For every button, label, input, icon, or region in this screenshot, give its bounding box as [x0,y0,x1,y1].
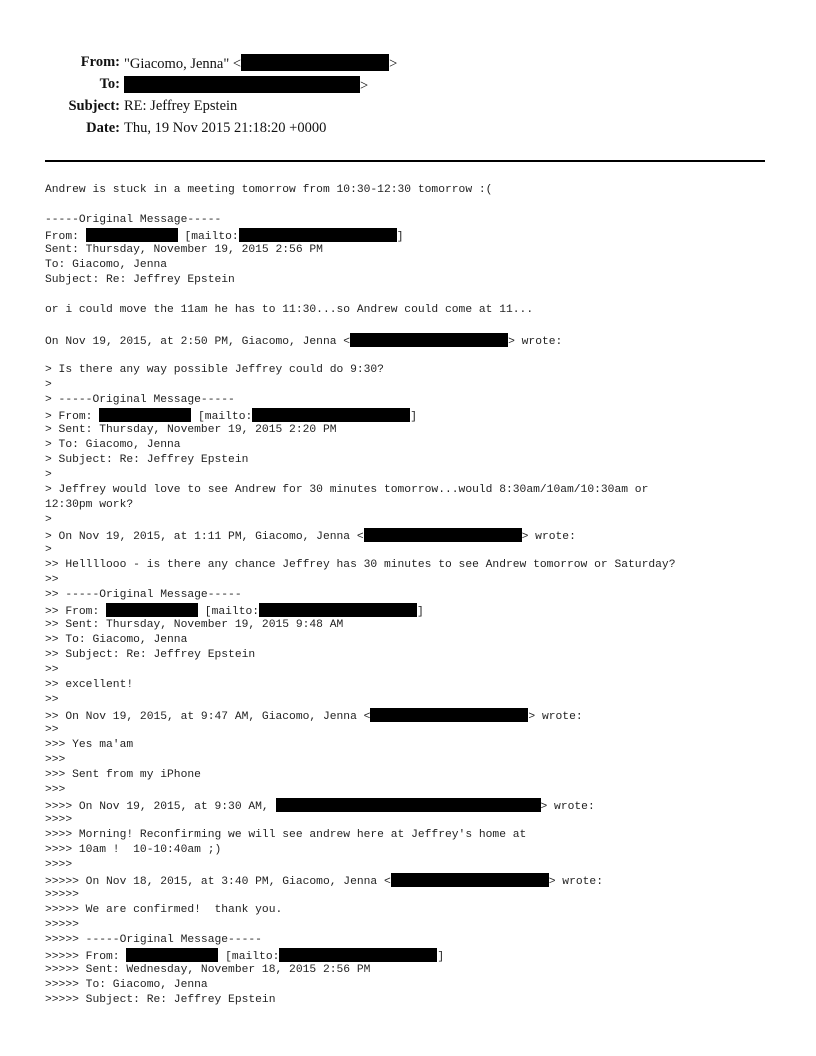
body-line [45,678,785,693]
body-text: > [45,514,52,526]
body-line [45,513,785,528]
email-body [45,183,785,1008]
body-line [45,993,785,1008]
body-line [45,723,785,738]
body-text: >>>>> On Nov 18, 2015, at 3:40 PM, Giacomo, Jenna < [45,876,391,888]
body-text: >>>>> [45,889,79,901]
body-text: >> On Nov 19, 2015, at 9:47 AM, Giacomo, Jenna < [45,711,371,723]
body-line [45,468,785,483]
body-line [45,588,785,603]
body-text: >> From: [45,606,107,618]
body-line [45,198,785,213]
from-name: "Giacomo, Jenna" < [124,56,242,72]
body-line [45,618,785,633]
body-line [45,753,785,768]
redaction-block [241,54,389,71]
body-line [45,303,785,318]
body-text: or i could move the 11am he has to 11:30...so Andrew could come at 11... [45,304,534,316]
body-line [45,483,785,498]
date-label: Date: [86,120,120,136]
body-line [45,498,785,513]
body-text: >>>> 10am ! 10-10:40am ;) [45,844,222,856]
body-line [45,963,785,978]
body-line [45,828,785,843]
body-line [45,183,785,198]
body-line [45,948,785,963]
redaction-block [106,603,198,617]
body-line [45,603,785,618]
body-text: >> [45,694,59,706]
body-text: >> -----Original Message----- [45,589,242,601]
body-text: > Subject: Re: Jeffrey Epstein [45,454,249,466]
redaction-block [279,948,437,962]
body-text: > To: Giacomo, Jenna [45,439,181,451]
body-line [45,318,785,333]
date-value: Thu, 19 Nov 2015 21:18:20 +0000 [124,120,327,136]
body-line [45,633,785,648]
body-line [45,423,785,438]
body-text: Andrew is stuck in a meeting tomorrow from 10:30-12:30 tomorrow :( [45,184,493,196]
body-text: >>> [45,754,66,766]
body-line [45,843,785,858]
body-text: > [45,469,52,481]
body-text: >>>>> Subject: Re: Jeffrey Epstein [45,994,276,1006]
body-text: >> [45,574,59,586]
body-text: > [45,379,52,391]
to-label: To: [99,76,120,92]
body-text: 12:30pm work? [45,499,134,511]
subject-label: Subject: [68,98,120,114]
body-text: >> [45,724,59,736]
body-text: >>> Yes ma'am [45,739,134,751]
body-line [45,978,785,993]
body-text: > [45,544,52,556]
body-text: >>>>> To: Giacomo, Jenna [45,979,208,991]
body-text: > From: [45,411,100,423]
body-text: Sent: Thursday, November 19, 2015 2:56 PM [45,244,323,256]
body-line [45,453,785,468]
body-text: >>>> Morning! Reconfirming we will see andrew here at Jeffrey's home at [45,829,527,841]
body-text: >> Hellllooo - is there any chance Jeffrey has 30 minutes to see Andrew tomorrow or Saturday? [45,559,676,571]
body-text: >> excellent! [45,679,134,691]
body-text: [mailto: [198,606,260,618]
body-text: >>>>> -----Original Message----- [45,934,262,946]
body-text: > wrote: [540,801,595,813]
body-line [45,288,785,303]
redaction-block [350,333,508,347]
body-line [45,528,785,543]
redaction-block [239,228,397,242]
body-text: >>>>> From: [45,951,127,963]
redaction-block [252,408,410,422]
body-line [45,213,785,228]
body-line [45,663,785,678]
body-text: >>>> [45,814,73,826]
body-text: ] [396,231,404,243]
body-text: > wrote: [508,336,563,348]
body-text: [mailto: [218,951,280,963]
body-text: > -----Original Message----- [45,394,235,406]
header-divider [45,160,765,162]
body-line [45,708,785,723]
body-line [45,543,785,558]
redaction-block [391,873,549,887]
body-text: > Sent: Thursday, November 19, 2015 2:20 PM [45,424,337,436]
body-line [45,378,785,393]
body-text: [mailto: [191,411,253,423]
body-line [45,258,785,273]
body-line [45,783,785,798]
body-line [45,408,785,423]
body-line [45,933,785,948]
body-text: Subject: Re: Jeffrey Epstein [45,274,235,286]
body-line [45,903,785,918]
body-text: ] [410,411,418,423]
body-text: >> Subject: Re: Jeffrey Epstein [45,649,256,661]
redaction-block [259,603,417,617]
body-line [45,333,785,348]
body-text: >>>>> [45,919,79,931]
body-line [45,813,785,828]
body-line [45,918,785,933]
body-text: >>> [45,784,66,796]
body-text: >> To: Giacomo, Jenna [45,634,188,646]
body-text: >>>>> We are confirmed! thank you. [45,904,283,916]
body-text: >> [45,664,59,676]
body-text: -----Original Message----- [45,214,222,226]
body-line [45,858,785,873]
body-text: >>>> On Nov 19, 2015, at 9:30 AM, [45,801,276,813]
redaction-block [126,948,218,962]
body-line [45,873,785,888]
from-label: From: [80,54,120,70]
to-value [124,76,368,95]
body-text: >> Sent: Thursday, November 19, 2015 9:48 AM [45,619,344,631]
body-line [45,228,785,243]
body-line [45,738,785,753]
body-text: > wrote: [548,876,603,888]
body-line [45,393,785,408]
body-text: ] [437,951,445,963]
body-text: > wrote: [521,531,576,543]
body-line [45,438,785,453]
to-close: > [360,78,369,94]
redaction-block [364,528,522,542]
body-line [45,648,785,663]
redaction-block [276,798,541,812]
body-text: >>> Sent from my iPhone [45,769,201,781]
redaction-block [86,228,178,242]
body-line [45,363,785,378]
body-text: > Is there any way possible Jeffrey could do 9:30? [45,364,384,376]
body-text: [mailto: [177,231,239,243]
body-line [45,243,785,258]
body-line [45,693,785,708]
body-text: >>>>> Sent: Wednesday, November 18, 2015 2:56 PM [45,964,371,976]
body-text: From: [45,231,86,243]
body-text: > wrote: [528,711,583,723]
body-line [45,348,785,363]
body-text: On Nov 19, 2015, at 2:50 PM, Giacomo, Jenna < [45,336,351,348]
body-line [45,573,785,588]
from-close: > [389,56,398,72]
body-line [45,273,785,288]
redaction-block [99,408,191,422]
body-text: > On Nov 19, 2015, at 1:11 PM, Giacomo, Jenna < [45,531,364,543]
from-value [124,54,397,73]
body-text: To: Giacomo, Jenna [45,259,168,271]
redaction-block [124,76,360,93]
body-line [45,798,785,813]
body-text: >>>> [45,859,73,871]
body-line [45,558,785,573]
body-line [45,768,785,783]
subject-value: RE: Jeffrey Epstein [124,98,238,114]
body-line [45,888,785,903]
body-text: > Jeffrey would love to see Andrew for 30 minutes tomorrow...would 8:30am/10am/10:30am or [45,484,649,496]
redaction-block [370,708,528,722]
body-text: ] [417,606,424,618]
